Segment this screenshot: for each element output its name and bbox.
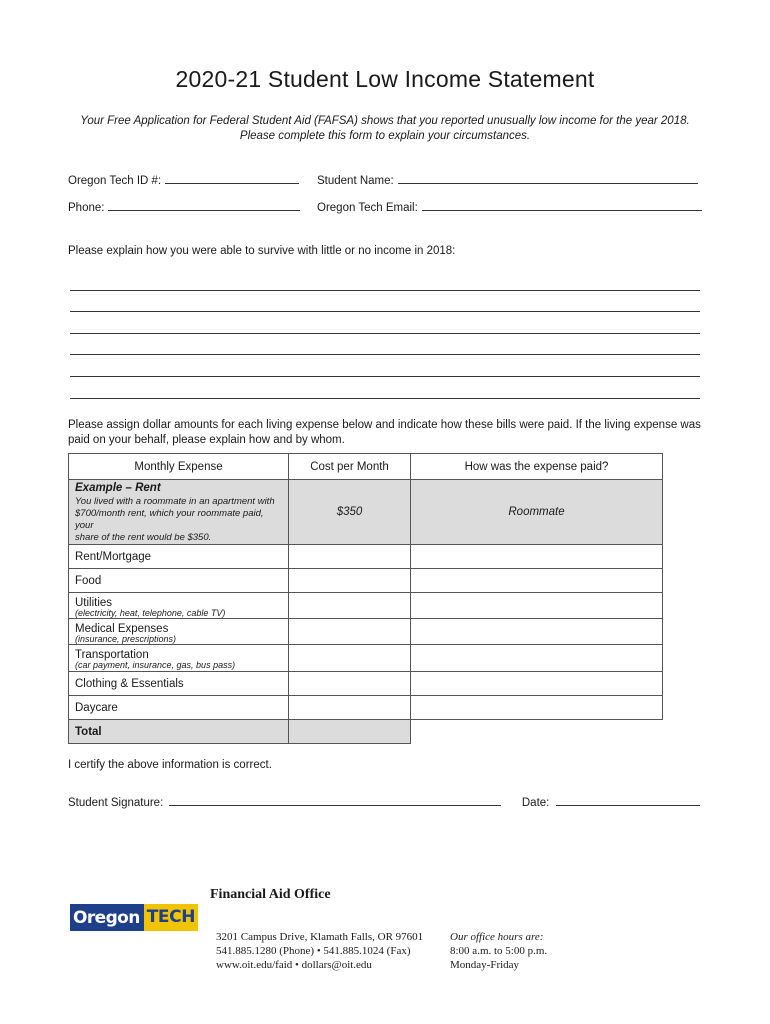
row-label-medical: Medical Expenses [75,623,169,635]
paid-input-cell[interactable] [411,672,663,696]
row-label-medical-cell [69,619,289,645]
paid-input-cell[interactable] [411,545,663,569]
row-label-clothing: Clothing & Essentials [69,672,289,696]
address-line: 3201 Campus Drive, Klamath Falls, OR 97601 [216,931,424,943]
answer-line[interactable] [70,312,700,334]
contact-line: 541.885.1280 (Phone) • 541.885.1024 (Fax) [216,945,411,957]
table-row [69,619,663,645]
logo-word-tech: TECH [144,904,198,931]
page-title: 2020-21 Student Low Income Statement [175,66,595,92]
office-hours [450,930,547,972]
header-how-paid: How was the expense paid? [411,454,663,480]
answer-line[interactable] [70,269,700,291]
office-address [216,930,423,972]
example-title: Example – Rent [75,482,161,494]
paid-input-cell[interactable] [411,593,663,619]
row-label-rent-mortgage: Rent/Mortgage [69,545,289,569]
assign-line-1: Please assign dollar amounts for each living expense below and indicate how these bills were paid. If the living expense was [68,419,701,431]
oregon-tech-email-line[interactable] [422,200,702,211]
logo-word-oregon: Oregon [73,907,140,928]
row-sublabel-utilities: (electricity, heat, telephone, cable TV) [75,608,226,618]
oregon-tech-id-field[interactable] [68,173,299,187]
cost-input-cell[interactable] [289,545,411,569]
answer-line[interactable] [70,291,700,313]
cost-input-cell[interactable] [289,593,411,619]
oregon-tech-email-label: Oregon Tech Email: [317,202,418,214]
oregon-tech-email-field[interactable] [317,200,702,214]
hours-time: 8:00 a.m. to 5:00 p.m. [450,945,548,957]
table-row [69,569,663,593]
date-line[interactable] [556,795,700,806]
answer-line[interactable] [70,377,700,399]
student-name-field[interactable] [317,173,698,187]
intro-text [40,114,730,144]
row-label-daycare: Daycare [69,696,289,720]
cost-input-cell[interactable] [289,569,411,593]
oregon-tech-logo [70,904,196,931]
total-cost-cell[interactable] [289,720,411,744]
example-description [75,496,282,544]
student-name-line[interactable] [398,173,698,184]
row-label-food: Food [69,569,289,593]
row-sublabel-medical: (insurance, prescriptions) [75,634,177,644]
total-label: Total [69,720,289,744]
total-row [69,720,663,744]
phone-field[interactable] [68,200,300,214]
date-label: Date: [521,797,550,809]
example-cost-cell: $350 [289,480,411,545]
student-name-label: Student Name: [317,175,394,187]
paid-input-cell[interactable] [411,569,663,593]
cost-input-cell[interactable] [289,672,411,696]
survival-question: Please explain how you were able to survive with little or no income in 2018: [68,245,456,257]
signature-row [68,795,700,809]
web-email-line: www.oit.edu/faid • dollars@oit.edu [216,959,372,971]
cost-input-cell[interactable] [289,696,411,720]
table-row [69,593,663,619]
certification-statement: I certify the above information is correct. [68,759,272,771]
example-desc-line: You lived with a roommate in an apartment with [75,496,275,507]
paid-input-cell[interactable] [411,645,663,672]
row-label-utilities-cell [69,593,289,619]
table-row [69,696,663,720]
oregon-tech-id-line[interactable] [165,173,299,184]
expense-table [68,453,663,744]
table-row [69,645,663,672]
example-expense-cell [69,480,289,545]
assign-line-2: paid on your behalf, please explain how and by whom. [68,434,345,446]
row-label-transportation-cell [69,645,289,672]
header-monthly-expense: Monthly Expense [69,454,289,480]
table-row [69,545,663,569]
cost-input-cell[interactable] [289,645,411,672]
row-label-utilities: Utilities [75,597,113,609]
table-row [69,672,663,696]
hours-days: Monday-Friday [450,959,520,971]
signature-label: Student Signature: [68,797,164,809]
example-row [69,480,663,545]
explanation-answer-area[interactable] [70,269,700,399]
phone-line[interactable] [108,200,300,211]
paid-input-cell[interactable] [411,696,663,720]
total-blank-cell [411,720,663,744]
phone-label: Phone: [68,202,105,214]
signature-line[interactable] [169,795,501,806]
answer-line[interactable] [70,334,700,356]
cost-input-cell[interactable] [289,619,411,645]
table-header-row [69,454,663,480]
row-sublabel-transportation: (car payment, insurance, gas, bus pass) [75,660,236,670]
example-desc-line: share of the rent would be $350. [75,532,212,543]
intro-line-1: Your Free Application for Federal Student Aid (FAFSA) shows that you reported unusually low income for the year 2018. [80,115,690,127]
hours-title: Our office hours are: [450,931,544,943]
row-label-transportation: Transportation [75,649,149,661]
example-desc-line: $700/month rent, which your roommate paid, your [75,508,264,531]
office-title: Financial Aid Office [210,887,331,902]
answer-line[interactable] [70,355,700,377]
paid-input-cell[interactable] [411,619,663,645]
intro-line-2: Please complete this form to explain your circumstances. [239,130,531,142]
example-paid-cell: Roommate [411,480,663,545]
assign-instructions [68,418,708,448]
oregon-tech-id-label: Oregon Tech ID #: [68,175,162,187]
header-cost-per-month: Cost per Month [289,454,411,480]
